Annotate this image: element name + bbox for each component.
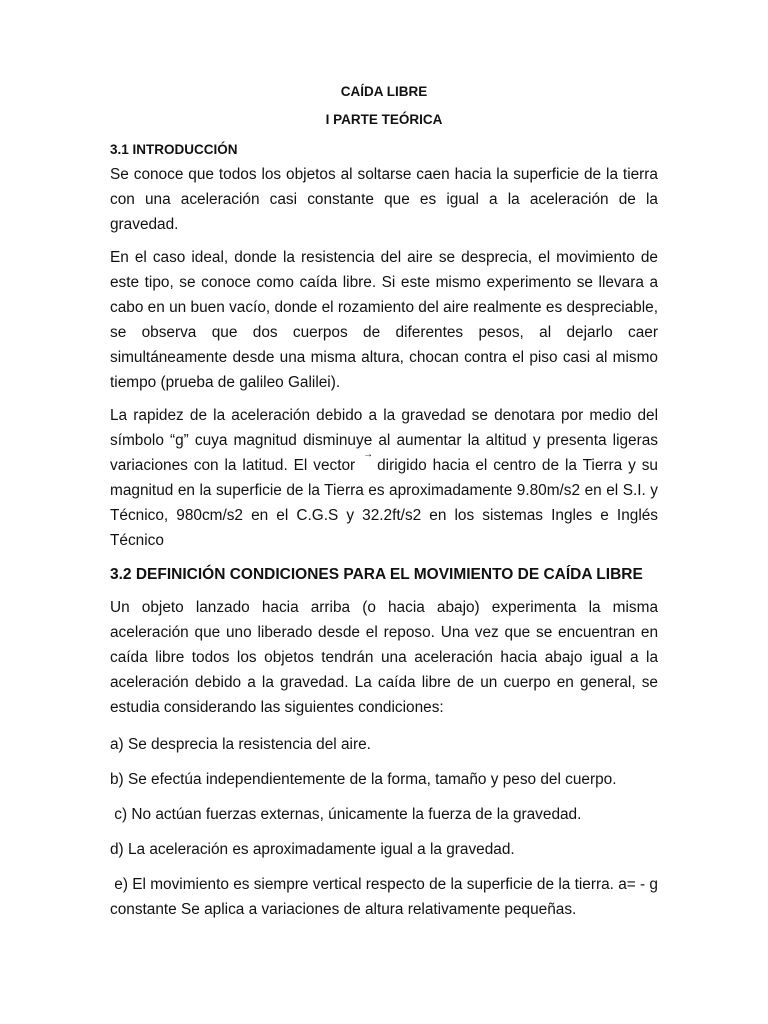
document-title: CAÍDA LIBRE [340, 84, 428, 99]
definition-paragraph: Un objeto lanzado hacia arriba (o hacia abajo) experimenta la misma aceleración que uno liberado desde el reposo. Una vez que se encuentran en caída libre todos los objetos tendrán una aceleración hacia abajo igual a la aceleración debido a la gravedad. La caída libre de un cuerpo en general, se estudia considerando las siguientes condiciones: [110, 599, 658, 716]
intro-paragraph-1: Se conoce que todos los objetos al soltarse caen hacia la superficie de la tierra con una aceleración casi constante que es igual a la aceleración de la gravedad. [110, 166, 658, 233]
intro-paragraph-2: En el caso ideal, donde la resistencia del aire se desprecia, el movimiento de este tipo, se conoce como caída libre. Si este mismo experimento se llevara a cabo en un buen vacío, donde el rozamiento del aire realmente es despreciable, se observa que dos cuerpos de diferentes pesos, al dejarlo caer simultáneamente desde una misma altura, chocan contra el piso casi al mismo tiempo (prueba de galileo Galilei). [110, 249, 658, 391]
section-heading-definicion: 3.2 DEFINICIÓN CONDICIONES PARA EL MOVIMIENTO DE CAÍDA LIBRE [110, 566, 643, 583]
document-content [110, 80, 663, 930]
condition-item-a: a) Se desprecia la resistencia del aire. [110, 736, 371, 753]
section-heading-introduccion: 3.1 INTRODUCCIÓN [110, 142, 238, 157]
document-subtitle: I PARTE TEÓRICA [325, 112, 443, 127]
intro-paragraph-3-start: La rapidez de la aceleración debido a la gravedad se denotara por medio del símbolo “g” cuya magnitud disminuye al aumentar la altitud y presenta ligeras variaciones con la latitud. El vector [110, 407, 658, 474]
condition-item-b: b) Se efectúa independientemente de la forma, tamaño y peso del cuerpo. [110, 771, 617, 788]
intro-paragraph-3 [110, 403, 658, 553]
condition-item-e: e) El movimiento es siempre vertical respecto de la superficie de la tierra. a= - g constante Se aplica a variaciones de altura relativamente pequeñas. [110, 876, 663, 918]
condition-item-d: d) La aceleración es aproximadamente igual a la gravedad. [110, 841, 515, 858]
intro-paragraph-3-end: dirigido hacia el centro de la Tierra y su magnitud en la superficie de la Tierra es aproximadamente 9.80m/s2 en el S.I. y Técnico, 980cm/s2 en el C.G.S y 32.2ft/s2 en los sistemas Ingles e Inglés Técnico [110, 457, 658, 549]
vector-arrow-icon [361, 454, 377, 466]
condition-item-c: c) No actúan fuerzas externas, únicamente la fuerza de la gravedad. [110, 806, 582, 823]
